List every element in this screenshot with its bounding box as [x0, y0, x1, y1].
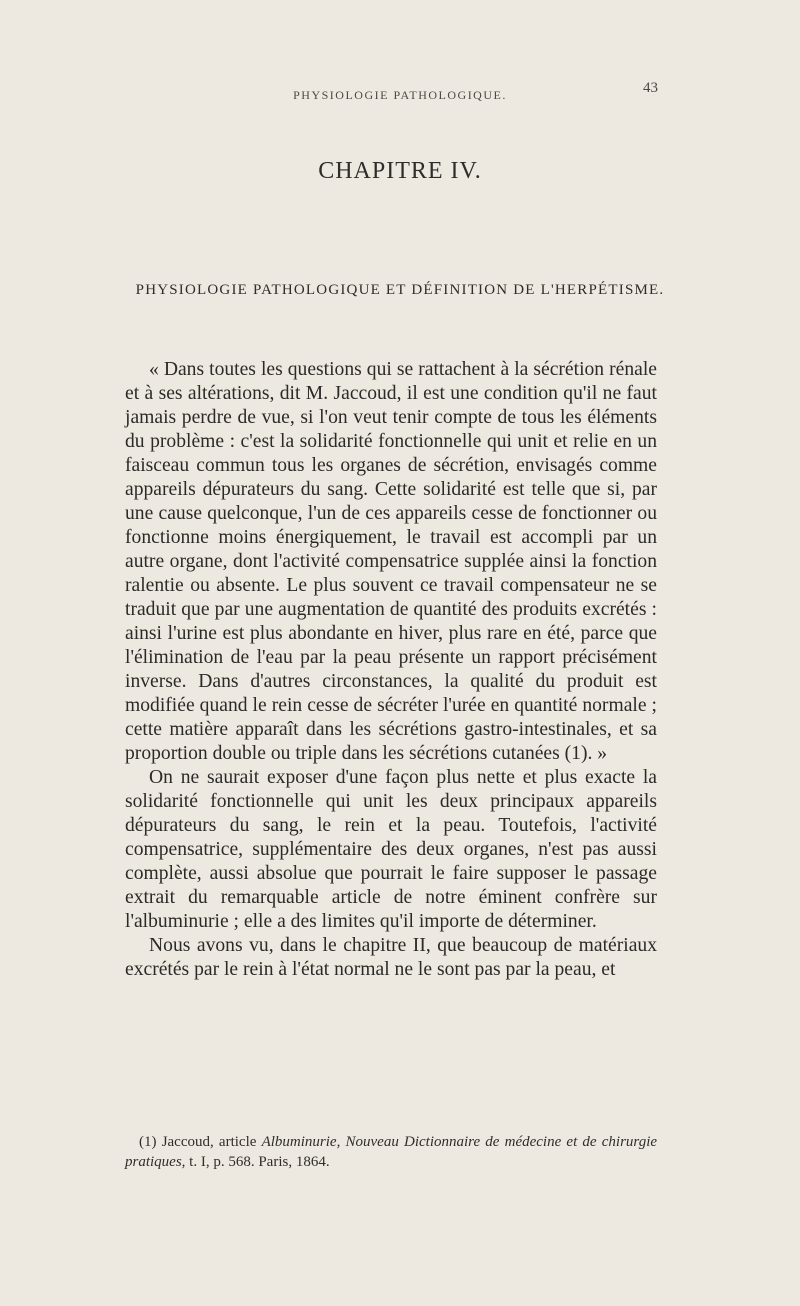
footnote-1 — [125, 1132, 657, 1172]
chapter-subtitle: PHYSIOLOGIE PATHOLOGIQUE ET DÉFINITION DE L'HERPÉTISME. — [135, 282, 665, 298]
running-head: PHYSIOLOGIE PATHOLOGIQUE. — [293, 88, 507, 102]
paragraph-continuation: Nous avons vu, dans le chapitre II, que beaucoup de matériaux excrétés par le rein à l'état normal ne le sont pas par la peau, et — [125, 935, 657, 980]
page-number: 43 — [643, 80, 658, 96]
footnote-title: Albuminurie, Nouveau Dictionnaire de médecine et de chirurgie pratiques, — [125, 1134, 658, 1170]
footnote-author: Jaccoud, article — [161, 1134, 257, 1150]
footnote-reference: t. I, p. 568. Paris, 1864. — [189, 1154, 330, 1170]
paragraph-quote: « Dans toutes les questions qui se rattachent à la sécrétion rénale et à ses altérations, dit M. Jaccoud, il est une condition qu'il ne faut jamais perdre de vue, si l'on veut tenir compte de tous les éléments du problème : c'est la solidarité fonctionnelle qui unit et relie en un faisceau commun tous les organes de sécrétion, envisagés comme appareils dépurateurs du sang. Cette solidarité est telle que si, par une cause quelconque, l'un de ces appareils cesse de fonctionner ou fonctionne moins énergiquement, le travail est accompli par un autre organe, dont l'activité compensatrice supplée ainsi la fonction ralentie ou absente. Le plus souvent ce travail compensateur ne se traduit que par une augmentation de quantité des produits excrétés : ainsi l'urine est plus abondante en hiver, plus rare en été, parce que l'élimination de l'eau par la peau présente un rapport précisément inverse. Dans d'autres circonstances, la qualité du produit est modifiée quand le rein cesse de sécréter l'urée en quantité normale ; cette matière apparaît dans les sécrétions gastro-intestinales, et sa proportion double ou triple dans les sécrétions cutanées (1). » — [125, 359, 657, 764]
body-text — [125, 358, 657, 982]
paragraph-commentary: On ne saurait exposer d'une façon plus nette et plus exacte la solidarité fonctionnelle qui unit les deux principaux appareils dépurateurs du sang, le rein et la peau. Toutefois, l'activité compensatrice, supplémentaire des deux organes, n'est pas aussi complète, aussi absolue que pourrait le faire supposer le passage extrait du remarquable article de notre éminent confrère sur l'albuminurie ; elle a des limites qu'il importe de déterminer. — [125, 767, 657, 932]
chapter-title: CHAPITRE IV. — [318, 158, 482, 184]
footnote-number: (1) — [139, 1134, 157, 1150]
footnotes — [125, 1132, 657, 1172]
